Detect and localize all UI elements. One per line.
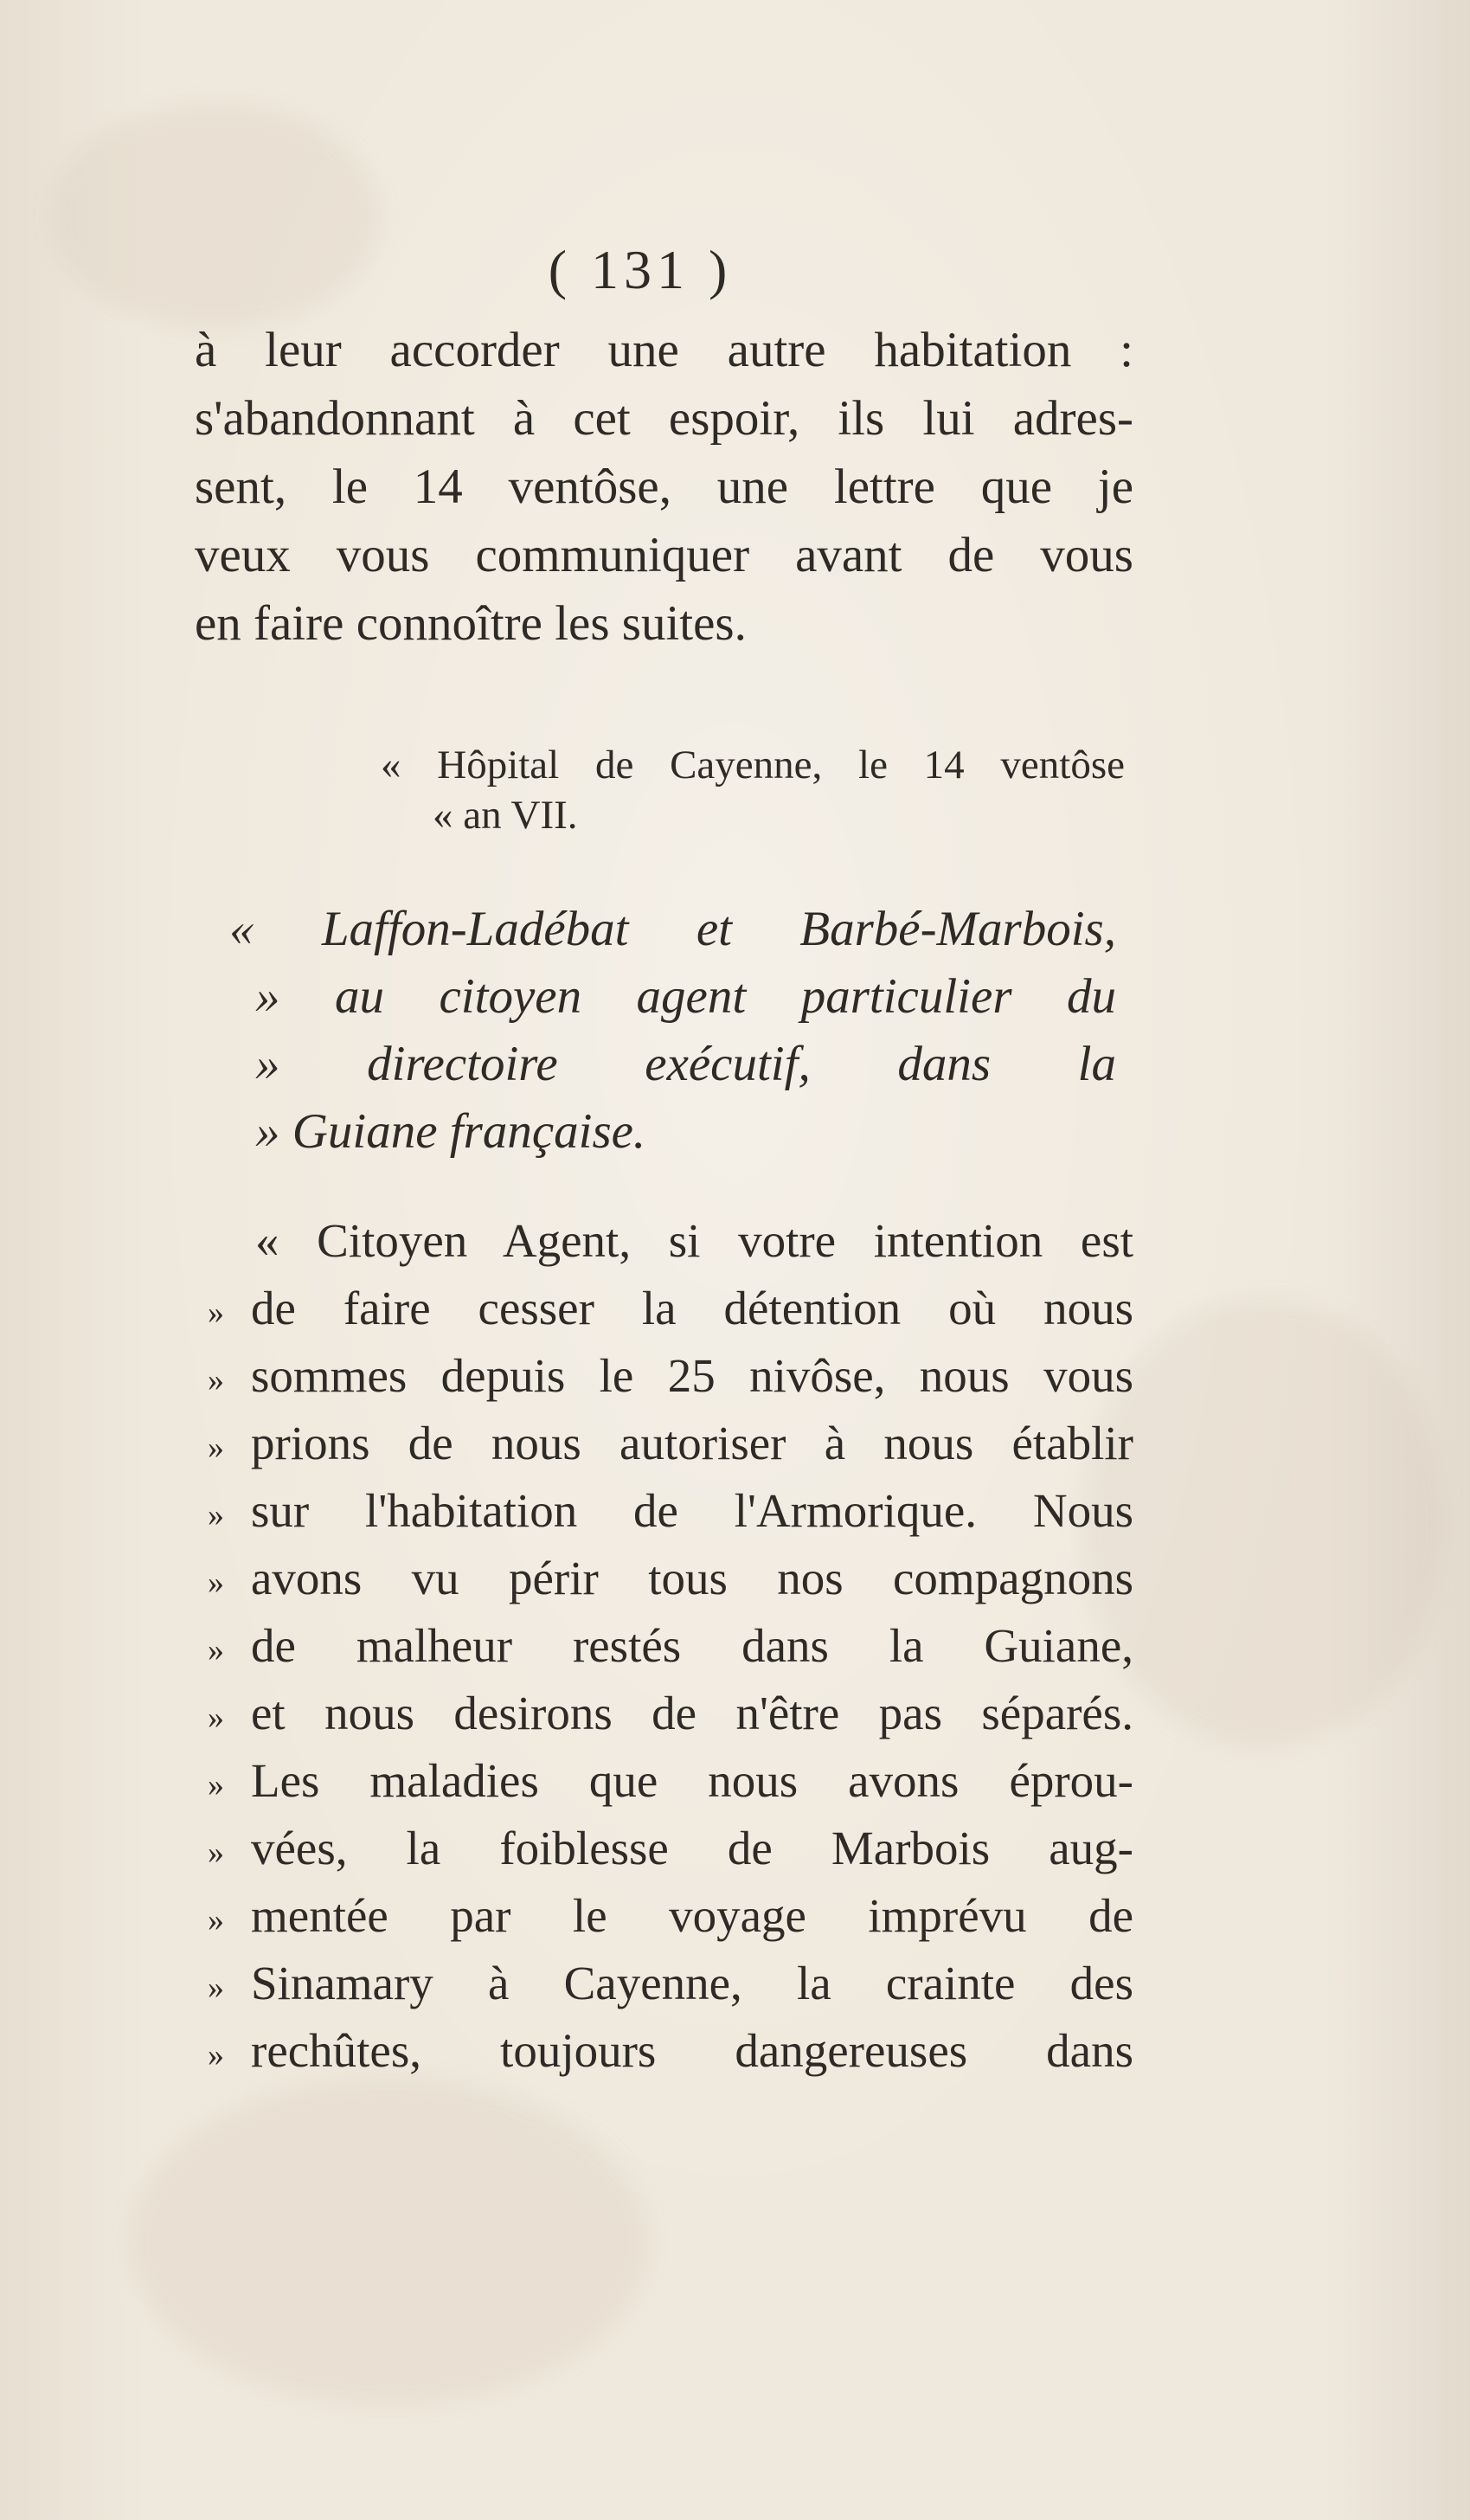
letter-line: « Citoyen Agent, si votre intention est [255,1214,1133,1267]
quote-mark: » [208,1700,224,1737]
quote-mark: » [208,1970,224,2007]
letter-address [229,896,1116,1166]
paper-stain [130,2077,649,2406]
intro-paragraph [195,316,1133,658]
letter-line [208,1545,1133,1612]
text-line: s'abandonnant à cet espoir, ils lui adres- [195,391,1133,446]
text-line: à leur accorder une autre habitation : [195,323,1133,377]
quote-mark: » [208,2037,224,2074]
quote-mark: » [208,1295,224,1332]
quote-mark: » [208,1565,224,1602]
letter-line [208,1680,1133,1747]
letter-line [208,1275,1133,1342]
text-line: sent, le 14 ventôse, une lettre que je [195,460,1133,514]
dateline-line: « Hôpital de Cayenne, le 14 ventôse [381,742,1125,788]
letter-line-text: Les maladies que nous avons éprou- [251,1754,1133,1807]
quote-mark: » [208,1362,224,1399]
letter-line-text: rechûtes, toujours dangereuses dans [251,2024,1133,2077]
quote-mark: » [208,1632,224,1669]
letter-line [208,1477,1133,1545]
letter-line-text: vées, la foiblesse de Marbois aug- [251,1822,1133,1874]
text-line: en faire connoître les suites. [195,596,747,651]
dateline-line: « an VII. [433,793,578,838]
letter-line-text: avons vu périr tous nos compagnons [251,1552,1133,1604]
address-line: » directoire exécutif, dans la [255,1037,1116,1091]
letter-line-text: sur l'habitation de l'Armorique. Nous [251,1484,1133,1537]
letter-line-text: sommes depuis le 25 nivôse, nous vous [251,1349,1133,1402]
letter-line [208,1342,1133,1410]
letter-line-text: Sinamary à Cayenne, la crainte des [251,1957,1133,2009]
letter-line-text: et nous desirons de n'être pas séparés. [251,1687,1133,1739]
letter-line [208,1882,1133,1950]
address-line: » Guiane française. [255,1104,646,1159]
letter-line [208,2017,1133,2085]
quote-mark: » [208,1497,224,1534]
address-line: « Laffon-Ladébat et Barbé-Marbois, [229,902,1116,956]
quote-mark: » [208,1835,224,1872]
page-number: ( 131 ) [548,239,733,300]
quote-mark: » [208,1767,224,1804]
paper-stain [1082,1298,1445,1748]
letter-line [208,1815,1133,1882]
text-line: veux vous communiquer avant de vous [195,528,1133,582]
letter-line [208,1950,1133,2017]
letter-line [208,1612,1133,1680]
quote-mark: » [208,1902,224,1939]
letter-line-text: prions de nous autoriser à nous établir [251,1417,1133,1469]
address-line: » au citoyen agent particulier du [255,969,1116,1024]
letter-line-text: de faire cesser la détention où nous [251,1282,1133,1334]
letter-dateline [381,740,1125,840]
letter-line [208,1747,1133,1815]
letter-line [208,1410,1133,1477]
letter-line-text: de malheur restés dans la Guiane, [251,1619,1133,1672]
quote-mark: » [208,1430,224,1467]
letter-line-text: mentée par le voyage imprévu de [251,1889,1133,1942]
letter-body [208,1207,1133,2085]
